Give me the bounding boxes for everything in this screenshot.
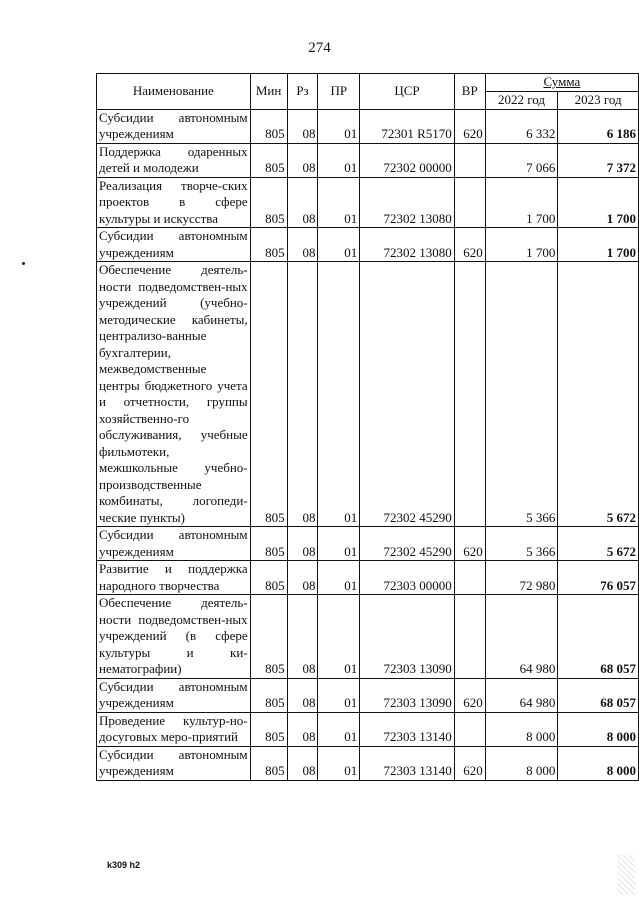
- cell-csr: 72302 13080: [360, 228, 455, 262]
- cell-name: [97, 712, 251, 746]
- table-row: [97, 262, 639, 527]
- header-rz: Рз: [287, 74, 318, 110]
- cell-name: [97, 527, 251, 561]
- cell-min: 805: [250, 595, 287, 679]
- table-row: [97, 678, 639, 712]
- cell-sum-2023: 8 000: [558, 712, 639, 746]
- row-name-text: Субсидии автономным учреждениям: [99, 228, 248, 260]
- row-name-text: Проведение культур-но-досуговых меро-приятий: [99, 712, 248, 744]
- cell-rz: 08: [287, 109, 318, 143]
- scan-noise: [617, 855, 635, 895]
- cell-min: 805: [250, 143, 287, 177]
- cell-name: [97, 262, 251, 527]
- cell-sum-2022: 5 366: [485, 527, 558, 561]
- cell-name: [97, 228, 251, 262]
- cell-sum-2022: 7 066: [485, 143, 558, 177]
- cell-rz: 08: [287, 228, 318, 262]
- cell-name: [97, 109, 251, 143]
- cell-sum-2022: 72 980: [485, 561, 558, 595]
- cell-pr: 01: [318, 595, 360, 679]
- cell-pr: 01: [318, 712, 360, 746]
- cell-min: 805: [250, 527, 287, 561]
- cell-sum-2022: 8 000: [485, 712, 558, 746]
- cell-sum-2022: 1 700: [485, 228, 558, 262]
- cell-vr: [454, 177, 485, 228]
- row-name-text: Субсидии автономным учреждениям: [99, 527, 248, 559]
- cell-sum-2023: 1 700: [558, 177, 639, 228]
- cell-name: [97, 143, 251, 177]
- cell-rz: 08: [287, 712, 318, 746]
- row-name-text: Реализация творче-ских проектов в сфере культуры и искусства: [99, 177, 248, 226]
- cell-csr: 72302 00000: [360, 143, 455, 177]
- header-csr: ЦСР: [360, 74, 455, 110]
- header-year-2022: 2022 год: [485, 91, 558, 109]
- row-name-text: Обеспечение деятель-ности подведомствен-ных учреждений (учебно-методические кабинеты, централизо-ванные бухгалтерии, межведомственные центры бюджетного учета и отчетности, группы хозяйственно-го обслуживания, учебные фильмотеки, межшкольные учебно-производственные комбинаты, логопеди-ческие пункты): [99, 262, 248, 525]
- header-pr: ПР: [318, 74, 360, 110]
- cell-pr: 01: [318, 109, 360, 143]
- scan-speck: [22, 262, 25, 265]
- cell-rz: 08: [287, 177, 318, 228]
- cell-sum-2023: 7 372: [558, 143, 639, 177]
- cell-sum-2022: 5 366: [485, 262, 558, 527]
- cell-sum-2023: 5 672: [558, 262, 639, 527]
- cell-csr: 72303 13090: [360, 678, 455, 712]
- table-row: [97, 595, 639, 679]
- cell-min: 805: [250, 746, 287, 780]
- header-year-2023: 2023 год: [558, 91, 639, 109]
- cell-name: [97, 561, 251, 595]
- table-row: [97, 712, 639, 746]
- cell-vr: 620: [454, 228, 485, 262]
- cell-rz: 08: [287, 595, 318, 679]
- cell-rz: 08: [287, 527, 318, 561]
- cell-csr: 72303 13090: [360, 595, 455, 679]
- cell-sum-2023: 76 057: [558, 561, 639, 595]
- table-row: [97, 143, 639, 177]
- cell-vr: [454, 595, 485, 679]
- table-row: [97, 746, 639, 780]
- cell-name: [97, 678, 251, 712]
- cell-vr: 620: [454, 527, 485, 561]
- cell-name: [97, 177, 251, 228]
- cell-min: 805: [250, 177, 287, 228]
- cell-csr: 72303 13140: [360, 746, 455, 780]
- cell-pr: 01: [318, 527, 360, 561]
- cell-min: 805: [250, 228, 287, 262]
- cell-min: 805: [250, 712, 287, 746]
- cell-sum-2022: 6 332: [485, 109, 558, 143]
- cell-vr: [454, 561, 485, 595]
- cell-sum-2023: 1 700: [558, 228, 639, 262]
- cell-sum-2022: 64 980: [485, 678, 558, 712]
- cell-sum-2022: 1 700: [485, 177, 558, 228]
- row-name-text: Субсидии автономным учреждениям: [99, 678, 248, 710]
- row-name-text: Субсидии автономным учреждениям: [99, 109, 248, 141]
- cell-min: 805: [250, 109, 287, 143]
- cell-rz: 08: [287, 678, 318, 712]
- header-vr: ВР: [454, 74, 485, 110]
- cell-vr: 620: [454, 746, 485, 780]
- cell-pr: 01: [318, 678, 360, 712]
- table-row: [97, 109, 639, 143]
- header-name: Наименование: [97, 74, 251, 110]
- header-min: Мин: [250, 74, 287, 110]
- cell-vr: 620: [454, 109, 485, 143]
- cell-sum-2022: 8 000: [485, 746, 558, 780]
- cell-name: [97, 595, 251, 679]
- cell-min: 805: [250, 262, 287, 527]
- cell-rz: 08: [287, 561, 318, 595]
- cell-sum-2023: 6 186: [558, 109, 639, 143]
- row-name-text: Обеспечение деятель-ности подведомствен-ных учреждений (в сфере культуры и ки-нематографии): [99, 595, 248, 676]
- cell-vr: [454, 143, 485, 177]
- table-row: [97, 561, 639, 595]
- cell-sum-2023: 68 057: [558, 678, 639, 712]
- cell-sum-2023: 5 672: [558, 527, 639, 561]
- footer-code: k309 h2: [107, 860, 141, 870]
- cell-rz: 08: [287, 746, 318, 780]
- cell-min: 805: [250, 678, 287, 712]
- page-number: 274: [308, 40, 331, 56]
- cell-pr: 01: [318, 561, 360, 595]
- cell-csr: 72302 45290: [360, 262, 455, 527]
- cell-sum-2023: 8 000: [558, 746, 639, 780]
- cell-csr: 72303 00000: [360, 561, 455, 595]
- cell-min: 805: [250, 561, 287, 595]
- cell-pr: 01: [318, 177, 360, 228]
- cell-csr: 72302 13080: [360, 177, 455, 228]
- table-row: [97, 527, 639, 561]
- table-row: [97, 177, 639, 228]
- header-sum: Сумма: [485, 74, 638, 92]
- cell-sum-2022: 64 980: [485, 595, 558, 679]
- budget-table: [96, 73, 639, 781]
- cell-pr: 01: [318, 262, 360, 527]
- cell-vr: 620: [454, 678, 485, 712]
- cell-rz: 08: [287, 143, 318, 177]
- cell-vr: [454, 712, 485, 746]
- cell-pr: 01: [318, 746, 360, 780]
- cell-pr: 01: [318, 228, 360, 262]
- table-row: [97, 228, 639, 262]
- row-name-text: Развитие и поддержка народного творчества: [99, 561, 248, 593]
- table-body: [97, 109, 639, 780]
- cell-name: [97, 746, 251, 780]
- cell-csr: 72301 R5170: [360, 109, 455, 143]
- cell-csr: 72303 13140: [360, 712, 455, 746]
- cell-sum-2023: 68 057: [558, 595, 639, 679]
- cell-rz: 08: [287, 262, 318, 527]
- cell-pr: 01: [318, 143, 360, 177]
- row-name-text: Субсидии автономным учреждениям: [99, 746, 248, 778]
- cell-csr: 72302 45290: [360, 527, 455, 561]
- row-name-text: Поддержка одаренных детей и молодежи: [99, 143, 248, 175]
- cell-vr: [454, 262, 485, 527]
